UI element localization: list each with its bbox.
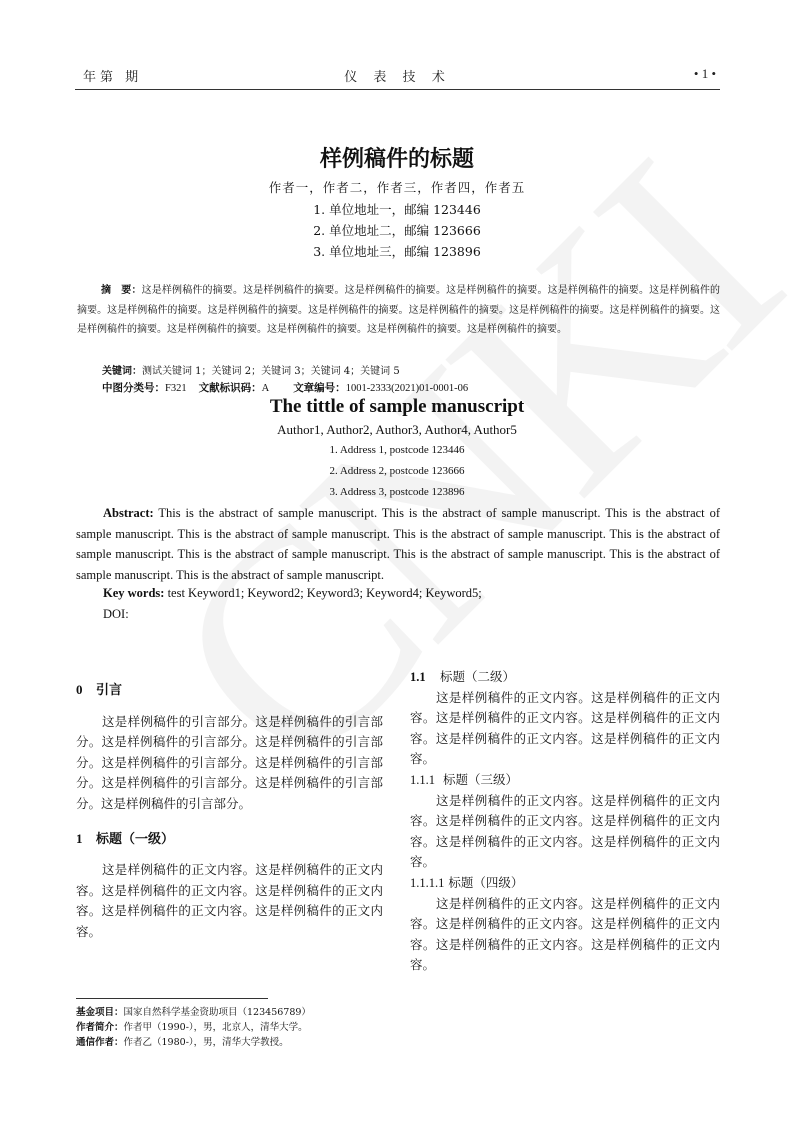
right-column	[410, 667, 720, 976]
section-heading-1-1-1-1	[410, 873, 720, 894]
intro-paragraph: 这是样例稿件的引言部分。这是样例稿件的引言部分。这是样例稿件的引言部分。这是样例稿件的引言部分。这是样例稿件的引言部分。这是样例稿件的引言部分。这是样例稿件的引言部分。这是样例稿件的引言部分。这是样例稿件的引言部分。	[76, 713, 383, 811]
author-note	[76, 1020, 311, 1035]
affiliation-1: 1. 单位地址一，邮编 123446	[313, 202, 481, 217]
doi-label: DOI:	[103, 607, 129, 621]
body-paragraph: 这是样例稿件的正文内容。这是样例稿件的正文内容。这是样例稿件的正文内容。这是样例稿件的正文内容。这是样例稿件的正文内容。这是样例稿件的正文内容。	[410, 895, 720, 973]
footnotes	[76, 1005, 311, 1050]
body-paragraph: 这是样例稿件的正文内容。这是样例稿件的正文内容。这是样例稿件的正文内容。这是样例稿件的正文内容。这是样例稿件的正文内容。这是样例稿件的正文内容。	[410, 792, 720, 870]
en-abstract-text: This is the abstract of sample manuscript. This is the abstract of sample manuscript. This is the abstract of sample manuscript. This is the abstract of sample manuscript. This is the abstract of sample manuscript. This is the abstract of sample manuscript. This is the abstract of sample manuscript. This is the abstract of sample manuscript. This is the abstract of sample manuscript. This is the abstract of sample manuscript.	[76, 506, 720, 582]
classification-line	[102, 380, 468, 395]
section-heading-0	[76, 680, 383, 702]
en-affiliation-1: 1. Address 1, postcode 123446	[329, 444, 465, 456]
article-no-label: 文章编号：	[293, 383, 346, 394]
author-label: 作者简介：	[76, 1022, 124, 1033]
en-affiliation-2: 2. Address 2, postcode 123666	[329, 465, 465, 477]
affiliation-3: 3. 单位地址三，邮编 123896	[313, 244, 481, 259]
section-title: 标题（四级）	[448, 874, 524, 890]
corresponding-note	[76, 1035, 311, 1050]
cn-abstract	[77, 281, 720, 340]
section-title: 引言	[96, 683, 123, 698]
corr-label: 通信作者：	[76, 1037, 124, 1048]
section-heading-1-1	[410, 667, 720, 688]
journal-name: 仪 表 技 术	[344, 70, 451, 85]
section-number: 1	[76, 830, 83, 846]
page-number: • 1 •	[693, 66, 716, 81]
cn-abstract-text: 这是样例稿件的摘要。这是样例稿件的摘要。这是样例稿件的摘要。这是样例稿件的摘要。这是样例稿件的摘要。这是样例稿件的摘要。这是样例稿件的摘要。这是样例稿件的摘要。这是样例稿件的摘要。这是样例稿件的摘要。这是样例稿件的摘要。这是样例稿件的摘要。这是样例稿件的摘要。这是样例稿件的摘要。这是样例稿件的摘要。这是样例稿件的摘要。这是样例稿件的摘要。	[77, 285, 721, 335]
doc-code-value: A	[261, 383, 270, 394]
section-number: 1.1.1.1	[410, 875, 445, 890]
en-abstract	[76, 503, 720, 585]
en-keywords-text: test Keyword1; Keyword2; Keyword3; Keyword4; Keyword5;	[164, 586, 482, 600]
fund-text: 国家自然科学基金资助项目（123456789）	[123, 1007, 311, 1018]
en-abstract-label: Abstract:	[103, 506, 154, 520]
en-title: The tittle of sample manuscript	[269, 396, 525, 417]
author-list: 作者一，作者二，作者三，作者四，作者五	[268, 180, 526, 195]
en-keywords-label: Key words:	[103, 586, 165, 600]
body-paragraph: 这是样例稿件的正文内容。这是样例稿件的正文内容。这是样例稿件的正文内容。这是样例稿件的正文内容。这是样例稿件的正文内容。这是样例稿件的正文内容。	[76, 862, 383, 939]
cn-keywords-text: 测试关键词 1；关键词 2；关键词 3；关键词 4；关键词 5	[142, 366, 400, 377]
section-title: 标题（一级）	[96, 831, 175, 847]
fund-note	[76, 1005, 311, 1020]
footnote-divider	[76, 998, 268, 999]
corr-text: 作者乙（1980-），男，清华大学教授。	[123, 1037, 289, 1048]
fund-label: 基金项目：	[76, 1007, 124, 1018]
section-heading-1	[76, 829, 383, 851]
en-affiliation-3: 3. Address 3, postcode 123896	[329, 486, 465, 498]
section-number: 1.1.1	[410, 772, 435, 787]
clc-label: 中图分类号：	[102, 383, 165, 394]
cn-abstract-label: 摘 要：	[101, 285, 142, 296]
article-no-value: 1001-2333(2021)01-0001-06	[345, 383, 469, 394]
author-text: 作者甲（1990-），男，北京人，清华大学。	[123, 1022, 308, 1033]
cn-keywords-label: 关键词：	[102, 366, 142, 377]
running-header	[75, 64, 720, 90]
clc-value: F321	[165, 383, 187, 394]
section-number: 0	[76, 682, 83, 697]
section-number: 1.1	[410, 670, 426, 684]
section-title: 标题（三级）	[442, 771, 518, 787]
page-title: 样例稿件的标题	[319, 146, 474, 172]
issue-label: 年第 期	[83, 70, 143, 85]
cn-keywords	[102, 362, 400, 377]
en-keywords	[103, 586, 482, 601]
doc-code-label: 文献标识码：	[198, 383, 262, 394]
left-column	[76, 680, 383, 943]
section-heading-1-1-1	[410, 770, 720, 791]
affiliation-2: 2. 单位地址二，邮编 123666	[313, 223, 481, 238]
en-author-list: Author1, Author2, Author3, Author4, Author5	[277, 422, 517, 437]
section-title: 标题（二级）	[440, 669, 516, 684]
body-paragraph: 这是样例稿件的正文内容。这是样例稿件的正文内容。这是样例稿件的正文内容。这是样例稿件的正文内容。这是样例稿件的正文内容。这是样例稿件的正文内容。	[410, 689, 720, 767]
